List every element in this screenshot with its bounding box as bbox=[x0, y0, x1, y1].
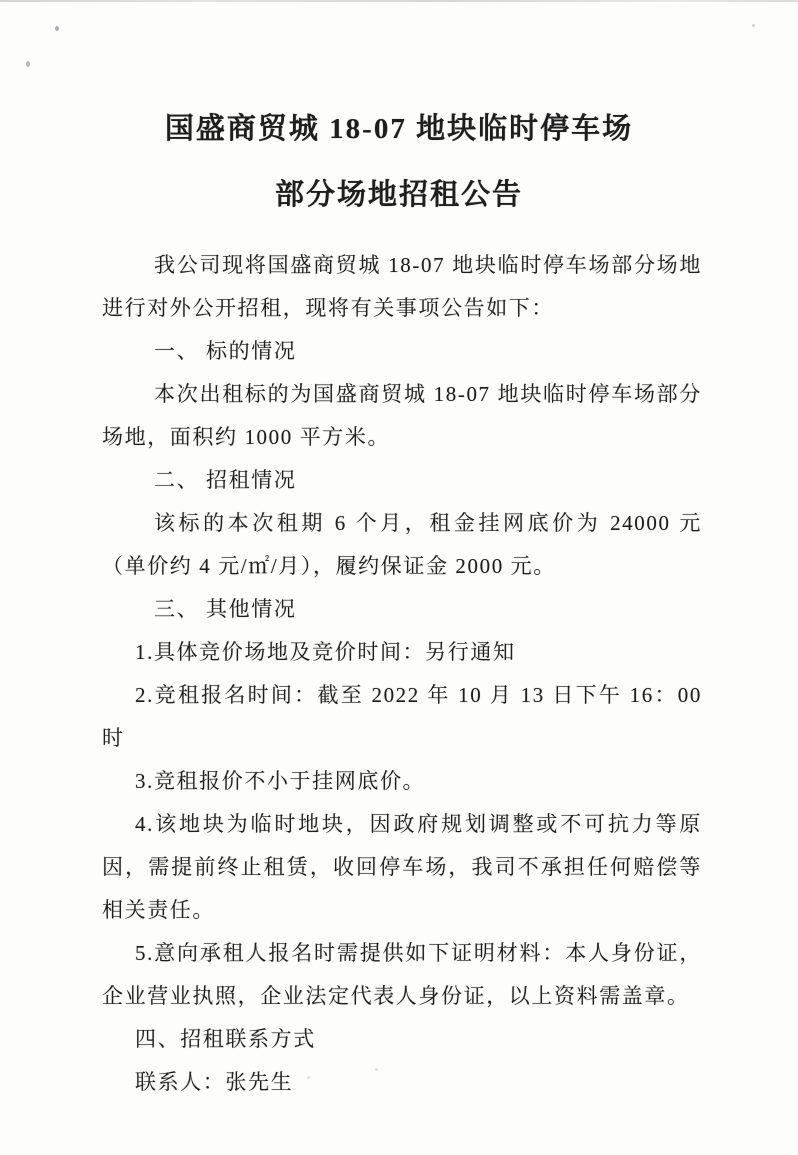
title-line-2: 部分场地招租公告 bbox=[274, 179, 523, 211]
scan-speck bbox=[26, 61, 30, 67]
scan-speck bbox=[752, 24, 755, 27]
scan-speck bbox=[55, 26, 59, 31]
paragraph-rent-terms: 该标的本次租期 6 个月，租金挂网底价为 24000 元（单价约 4 元/㎡/月），履约保证金 2000 元。 bbox=[102, 511, 702, 578]
document-body bbox=[102, 244, 702, 1104]
item-3-minimum-price: 3.竞租报价不小于挂网底价。 bbox=[135, 769, 426, 793]
item-4-termination-clause: 4.该地块为临时地块，因政府规划调整或不可抗力等原因，需提前终止租赁，收回停车场，我司不承担任何赔偿等相关责任。 bbox=[102, 812, 702, 922]
paragraph-subject: 本次出租标的为国盛商贸城 18-07 地块临时停车场部分场地，面积约 1000 平方米。 bbox=[102, 382, 702, 449]
title-line-1: 国盛商贸城 18-07 地块临时停车场 bbox=[164, 113, 634, 145]
item-5-required-documents: 5.意向承租人报名时需提供如下证明材料：本人身份证，企业营业执照，企业法定代表人身份证，以上资料需盖章。 bbox=[102, 941, 702, 1008]
document-title bbox=[0, 96, 798, 228]
heading-section-3: 三、 其他情况 bbox=[154, 597, 297, 621]
heading-section-4: 四、招租联系方式 bbox=[135, 1027, 316, 1051]
contact-person-line: 联系人：张先生 bbox=[135, 1070, 294, 1094]
heading-section-1: 一、 标的情况 bbox=[154, 339, 297, 363]
item-1-bidding-venue: 1.具体竞价场地及竞价时间：另行通知 bbox=[135, 640, 516, 664]
item-2-signup-deadline: 2.竞租报名时间：截至 2022 年 10 月 13 日下午 16：00 时 bbox=[102, 683, 702, 750]
scan-edge-artifact bbox=[0, 0, 798, 2]
heading-section-2: 二、 招租情况 bbox=[154, 468, 297, 492]
paragraph-intro: 我公司现将国盛商贸城 18-07 地块临时停车场部分场地进行对外公开招租，现将有关事项公告如下： bbox=[102, 253, 702, 320]
